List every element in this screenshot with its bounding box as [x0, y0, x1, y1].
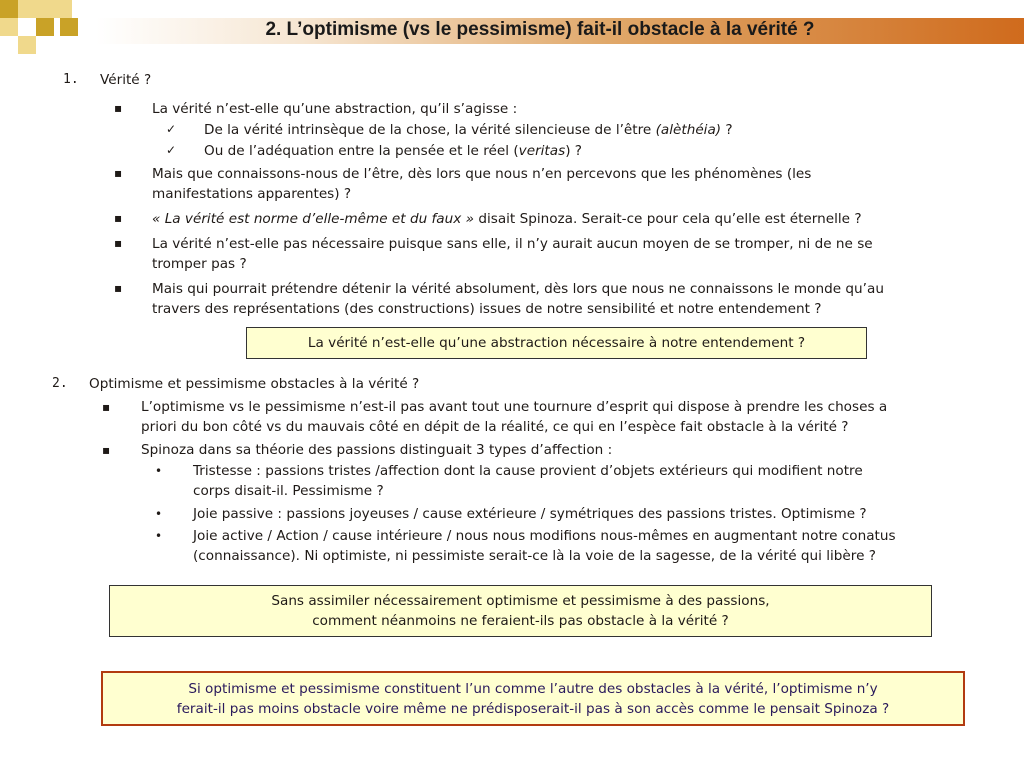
- check-item-adequation-end: ) ?: [565, 143, 583, 159]
- check-item-intrinseque: [204, 120, 733, 140]
- bullet-necessaire-line2: tromper pas ?: [152, 256, 247, 272]
- bullet-tournure-line1: L’optimisme vs le pessimisme n’est-il pas avant tout une tournure d’esprit qui dispose à prendre les choses a: [141, 399, 888, 415]
- section-1-number: 1.: [63, 72, 79, 87]
- dot-item-joie-passive: Joie passive : passions joyeuses / cause extérieure / symétriques des passions tristes. Optimisme ?: [193, 506, 867, 522]
- callout-box-1-text: La vérité n’est-elle qu’une abstraction nécessaire à notre entendement ?: [307, 335, 806, 351]
- section-2-heading: Optimisme et pessimisme obstacles à la vérité ?: [89, 376, 420, 392]
- bullet-representations-line2: travers des représentations (des constructions) issues de notre sensibilité et notre entendement ?: [152, 301, 822, 317]
- callout-box-3: [101, 671, 965, 726]
- bullet-representations-line1: Mais qui pourrait prétendre détenir la vérité absolument, dès lors que nous ne connaissons le monde qu’au: [152, 281, 884, 297]
- dot-bullet-icon: •: [155, 464, 163, 478]
- dot-bullet-icon: •: [155, 529, 163, 543]
- decor-square-2: [18, 0, 36, 18]
- dot-item-joie-active-line1: Joie active / Action / cause intérieure / nous nous modifions nous-mêmes en augmentant notre conatus: [193, 528, 896, 544]
- square-bullet-icon: ▪: [114, 211, 123, 225]
- check-item-adequation-italic: veritas: [518, 143, 566, 159]
- callout-box-2: [109, 585, 932, 637]
- bullet-passions: Spinoza dans sa théorie des passions distinguait 3 types d’affection :: [141, 442, 613, 458]
- dot-item-joie-active-line2: (connaissance). Ni optimiste, ni pessimiste serait-ce là la voie de la sagesse, de la vérité qui libère ?: [193, 548, 876, 564]
- spinoza-quote: « La vérité est norme d’elle-même et du faux »: [152, 211, 475, 227]
- check-item-intrinseque-text: De la vérité intrinsèque de la chose, la vérité silencieuse de l’être: [204, 122, 656, 138]
- bullet-tournure-line2: priori du bon côté vs du mauvais côté en dépit de la réalité, ce qui en l’espèce fait obstacle à la vérité ?: [141, 419, 849, 435]
- decor-square-3: [36, 0, 54, 18]
- section-1-heading: Vérité ?: [100, 72, 152, 88]
- check-item-intrinseque-end: ?: [721, 122, 733, 138]
- decor-square-4: [54, 0, 72, 18]
- square-bullet-icon: ▪: [114, 101, 123, 115]
- callout-box-3-line1: Si optimisme et pessimisme constituent l’un comme l’autre des obstacles à la vérité, l’optimisme n’y: [188, 681, 878, 697]
- square-bullet-icon: ▪: [114, 236, 123, 250]
- section-2-number: 2.: [52, 376, 68, 391]
- bullet-abstraction: La vérité n’est-elle qu’une abstraction, qu’il s’agisse :: [152, 101, 518, 117]
- bullet-phenomenes-line1: Mais que connaissons-nous de l’être, dès lors que nous n’en percevons que les phénomènes (les: [152, 166, 812, 182]
- decor-square-7: [18, 36, 36, 54]
- dot-item-tristesse-line2: corps disait-il. Pessimisme ?: [193, 483, 384, 499]
- check-item-adequation-text: Ou de l’adéquation entre la pensée et le réel (: [204, 143, 519, 159]
- callout-box-3-line2: ferait-il pas moins obstacle voire même ne prédisposerait-il pas à son accès comme le pensait Spinoza ?: [176, 701, 890, 717]
- check-icon: ✓: [166, 122, 177, 136]
- decor-square-6: [60, 18, 78, 36]
- check-item-adequation: [204, 141, 582, 161]
- callout-box-2-line2: comment néanmoins ne feraient-ils pas obstacle à la vérité ?: [312, 613, 729, 629]
- check-item-intrinseque-italic: (alèthéia): [655, 122, 722, 138]
- square-bullet-icon: ▪: [102, 400, 111, 414]
- dot-bullet-icon: •: [155, 507, 163, 521]
- decor-square-5: [36, 18, 54, 36]
- bullet-spinoza-quote: [152, 209, 862, 229]
- check-icon: ✓: [166, 143, 177, 157]
- callout-box-1: [246, 327, 867, 359]
- slide-title: 2. L’optimisme (vs le pessimisme) fait-il obstacle à la vérité ?: [265, 19, 815, 40]
- square-bullet-icon: ▪: [114, 281, 123, 295]
- spinoza-quote-end: disait Spinoza. Serait-ce pour cela qu’elle est éternelle ?: [474, 211, 862, 227]
- decor-square-8: [0, 18, 18, 36]
- square-bullet-icon: ▪: [102, 443, 111, 457]
- dot-item-tristesse-line1: Tristesse : passions tristes /affection dont la cause provient d’objets extérieurs qui modifient notre: [193, 463, 863, 479]
- square-bullet-icon: ▪: [114, 166, 123, 180]
- callout-box-2-line1: Sans assimiler nécessairement optimisme et pessimisme à des passions,: [271, 593, 770, 609]
- bullet-phenomenes-line2: manifestations apparentes) ?: [152, 186, 352, 202]
- decor-square-1: [0, 0, 18, 18]
- bullet-necessaire-line1: La vérité n’est-elle pas nécessaire puisque sans elle, il n’y aurait aucun moyen de se tromper, ni de ne se: [152, 236, 873, 252]
